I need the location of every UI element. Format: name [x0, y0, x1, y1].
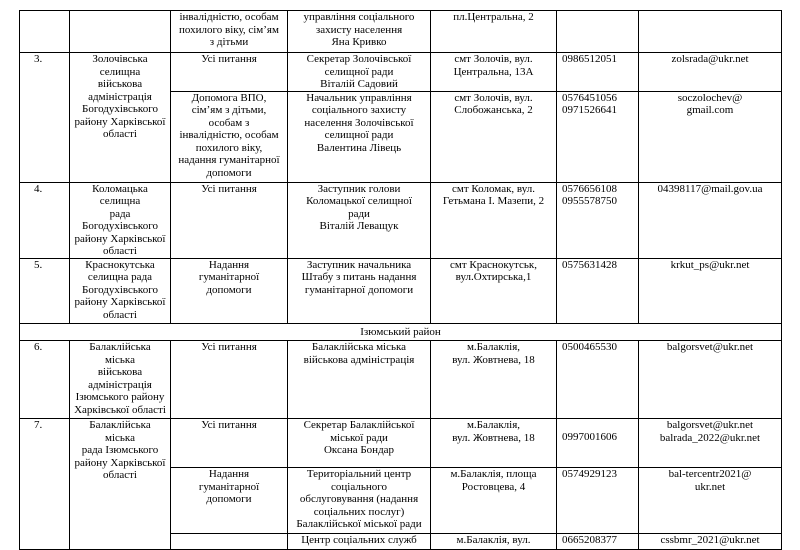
contact-cell: Заступник начальника Штабу з питань надання гуманітарної допомоги [301, 258, 417, 296]
contact-cell: Секретар Золочівської селищної ради Віталій Садовий [306, 53, 412, 90]
table-row [20, 419, 782, 468]
address-cell: м.Балаклія, вул. Жовтнева, 18 [452, 419, 535, 444]
row-number: 3. [34, 53, 43, 65]
service-cell: Усі питання [201, 341, 257, 353]
address-cell: м.Балаклія, площа Ростовцева, 4 [450, 468, 537, 493]
phone-cell: 0574929123 [562, 468, 617, 480]
address-cell: смт Золочів, вул. Центральна, 13А [453, 53, 534, 78]
table-row [20, 341, 782, 419]
phone-cell: 0575631428 [562, 258, 617, 271]
address-cell: пл.Центральна, 2 [453, 11, 534, 23]
phone-cell: 0665208377 [562, 534, 617, 546]
address-cell: смт Золочів, вул. Слобожанська, 2 [454, 91, 533, 116]
phone-cell: 0986512051 [562, 53, 617, 65]
organization-cell: Балаклійська міська військова адміністрація Ізюмського району Харківської області [74, 341, 166, 416]
service-cell: Усі питання [201, 419, 257, 431]
email-cell: zolsrada@ukr.net [671, 53, 749, 65]
table-row [20, 11, 782, 53]
email-cell: bal-tercentr2021@ ukr.net [668, 468, 752, 493]
row-number: 5. [34, 258, 43, 271]
contact-cell: Територіальний центр соціального обслуговування (надання соціальних послуг) Балаклійської міської ради [296, 468, 422, 530]
address-cell: смт Коломак, вул. Гетьмана І. Мазепи, 2 [442, 182, 545, 207]
section-heading: Ізюмський район [360, 325, 441, 338]
phone-cell: 0997001606 [562, 431, 617, 443]
table-row [20, 182, 782, 258]
contact-cell: управління соціального захисту населення Яна Кривко [303, 11, 415, 48]
contact-cell: Секретар Балаклійської міської ради Оксана Бондар [303, 419, 415, 456]
table-row [20, 323, 782, 341]
table-row [20, 258, 782, 323]
contact-cell: Начальник управління соціального захисту населення Золочівської селищної ради Валентина Лівець [304, 91, 414, 154]
row-number: 4. [34, 182, 43, 195]
organization-cell: Балаклійська міська рада Ізюмського району Харківської області [74, 419, 166, 481]
contact-cell: Балаклійська міська військова адміністрація [303, 341, 415, 366]
email-cell: balgorsvet@ukr.net balrada_2022@ukr.net [659, 419, 761, 444]
contacts-table [19, 10, 782, 550]
table-row [20, 53, 782, 92]
service-cell: Надання гуманітарної допомоги [198, 258, 260, 296]
organization-cell: Краснокутська селищна рада Богодухівського району Харківської області [74, 258, 166, 321]
email-cell: krkut_ps@ukr.net [670, 258, 750, 271]
service-cell: інвалідністю, особам похилого віку, сім’ям з дітьми [179, 11, 279, 48]
service-cell: Усі питання [201, 53, 257, 65]
organization-cell: Золочівська селищна військова адміністрація Богодухівського району Харківської області [74, 53, 166, 140]
contact-cell: Центр соціальних служб [301, 534, 417, 546]
contact-cell: Заступник голови Коломацької селищної ради Віталій Леващук [306, 182, 412, 232]
email-cell: 04398117@mail.gov.ua [657, 182, 763, 195]
row-number: 6. [34, 341, 43, 353]
phone-cell: 0576451056 0971526641 [562, 91, 617, 116]
email-cell: cssbmr_2021@ukr.net [660, 534, 760, 546]
phone-cell: 0576656108 0955578750 [562, 182, 617, 207]
email-cell: soczolochev@ gmail.com [677, 91, 743, 116]
service-cell: Надання гуманітарної допомоги [198, 468, 260, 505]
service-cell: Усі питання [201, 182, 257, 195]
address-cell: смт Краснокутськ, вул.Охтирська,1 [449, 258, 537, 283]
address-cell: м.Балаклія, вул. [456, 534, 531, 546]
email-cell: balgorsvet@ukr.net [666, 341, 754, 353]
row-number: 7. [34, 419, 43, 431]
service-cell: Допомога ВПО, сім’ям з дітьми, особам з інвалідністю, особам похилого віку, надання гуманітарної допомоги [178, 91, 280, 179]
organization-cell: Коломацька селищна рада Богодухівського району Харківської області [74, 182, 166, 257]
phone-cell: 0500465530 [562, 341, 617, 353]
address-cell: м.Балаклія, вул. Жовтнева, 18 [452, 341, 535, 366]
